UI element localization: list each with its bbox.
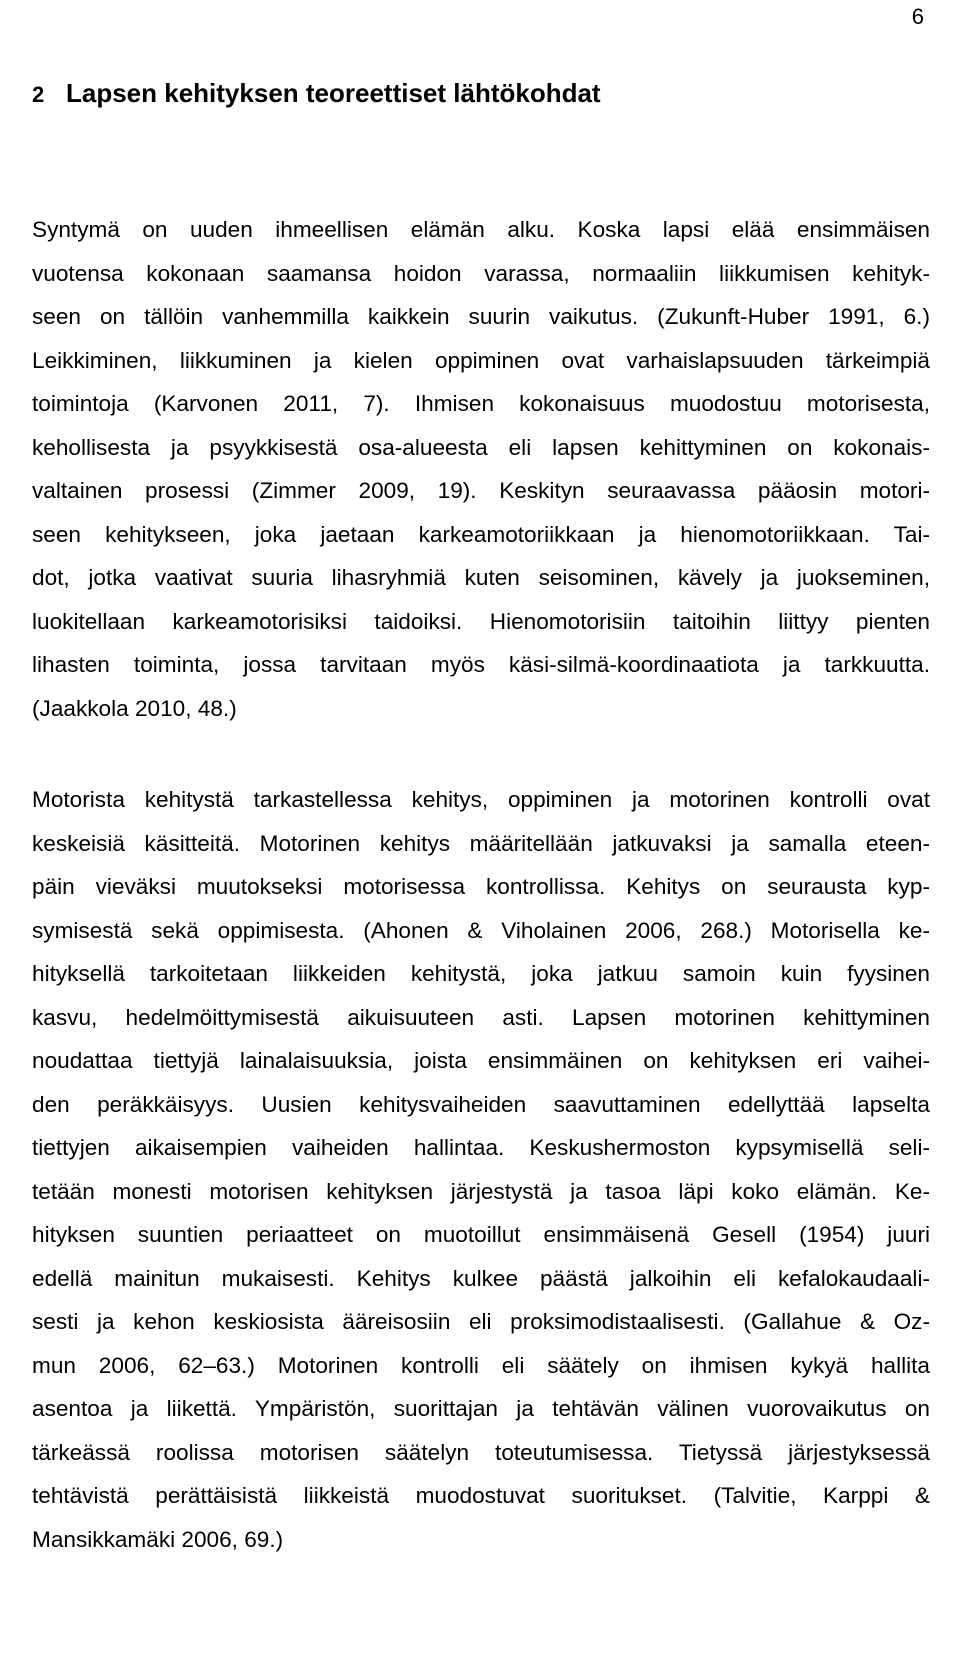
paragraph-line: Mansikkamäki 2006, 69.): [32, 1526, 284, 1552]
paragraph-line: keskeisiä käsitteitä. Motorinen kehitys määritellään jatkuvaksi ja samalla eteen-: [32, 830, 930, 856]
paragraph-line: Motorista kehitystä tarkastellessa kehitys, oppiminen ja motorinen kontrolli ovat: [32, 787, 930, 812]
paragraph-line: Syntymä on uuden ihmeellisen elämän alku. Koska lapsi elää ensimmäisen: [32, 217, 930, 242]
section-heading: [32, 78, 601, 109]
paragraph-2: [32, 778, 930, 1561]
section-title: Lapsen kehityksen teoreettiset lähtökohdat: [66, 78, 601, 108]
paragraph-line: hityksellä tarkoitetaan liikkeiden kehitystä, joka jatkuu samoin kuin fyysinen: [32, 961, 930, 986]
paragraph-line: lihasten toiminta, jossa tarvitaan myös käsi-silmä-koordinaatiota ja tarkkuutta.: [32, 652, 930, 677]
paragraph-line: tärkeässä roolissa motorisen säätelyn toteutumisessa. Tietyssä järjestyksessä: [32, 1439, 930, 1465]
paragraph-1: [32, 208, 930, 730]
paragraph-line: (Jaakkola 2010, 48.): [32, 695, 237, 721]
paragraph-line: seen on tällöin vanhemmilla kaikkein suurin vaikutus. (Zukunft-Huber 1991, 6.): [32, 304, 930, 329]
paragraph-line: kehollisesta ja psyykkisestä osa-alueesta eli lapsen kehittyminen on kokonais-: [32, 434, 930, 460]
paragraph-line: asentoa ja liikettä. Ympäristön, suorittajan ja tehtävän välinen vuorovaikutus on: [32, 1396, 930, 1421]
paragraph-line: sesti ja kehon keskiosista ääreisosiin eli proksimodistaalisesti. (Gallahue & Oz-: [32, 1309, 930, 1334]
paragraph-line: noudattaa tiettyjä lainalaisuuksia, joista ensimmäinen on kehityksen eri vaihei-: [32, 1048, 930, 1073]
paragraph-line: valtainen prosessi (Zimmer 2009, 19). Keskityn seuraavassa pääosin motori-: [32, 478, 930, 503]
paragraph-line: Leikkiminen, liikkuminen ja kielen oppiminen ovat varhaislapsuuden tärkeimpiä: [32, 347, 930, 373]
paragraph-line: edellä mainitun mukaisesti. Kehitys kulkee päästä jalkoihin eli kefalokaudaali-: [32, 1265, 930, 1291]
paragraph-line: kasvu, hedelmöittymisestä aikuisuuteen asti. Lapsen motorinen kehittyminen: [32, 1004, 930, 1030]
paragraph-line: vuotensa kokonaan saamansa hoidon varassa, normaaliin liikkumisen kehityk-: [32, 260, 930, 286]
paragraph-line: luokitellaan karkeamotorisiksi taidoiksi. Hienomotorisiin taitoihin liittyy pienten: [32, 608, 930, 634]
section-number: 2: [32, 82, 45, 107]
paragraph-line: mun 2006, 62–63.) Motorinen kontrolli eli säätely on ihmisen kykyä hallita: [32, 1352, 930, 1378]
paragraph-line: den peräkkäisyys. Uusien kehitysvaiheiden saavuttaminen edellyttää lapselta: [32, 1091, 930, 1117]
paragraph-line: päin vieväksi muutokseksi motorisessa kontrollissa. Kehitys on seurausta kyp-: [32, 874, 930, 899]
paragraph-line: tiettyjen aikaisempien vaiheiden hallintaa. Keskushermoston kypsymisellä seli-: [32, 1135, 930, 1160]
paragraph-line: tehtävistä perättäisistä liikkeistä muodostuvat suoritukset. (Talvitie, Karppi &: [32, 1483, 930, 1508]
paragraph-line: tetään monesti motorisen kehityksen järjestystä ja tasoa läpi koko elämän. Ke-: [32, 1178, 930, 1204]
page-number: 6: [911, 4, 924, 29]
paragraph-line: seen kehitykseen, joka jaetaan karkeamotoriikkaan ja hienomotoriikkaan. Tai-: [32, 521, 930, 547]
paragraph-line: hityksen suuntien periaatteet on muotoillut ensimmäisenä Gesell (1954) juuri: [32, 1222, 930, 1247]
paragraph-line: symisestä sekä oppimisesta. (Ahonen & Viholainen 2006, 268.) Motorisella ke-: [32, 917, 930, 943]
paragraph-line: toimintoja (Karvonen 2011, 7). Ihmisen kokonaisuus muodostuu motorisesta,: [32, 391, 930, 416]
paragraph-line: dot, jotka vaativat suuria lihasryhmiä kuten seisominen, kävely ja juokseminen,: [32, 565, 930, 590]
